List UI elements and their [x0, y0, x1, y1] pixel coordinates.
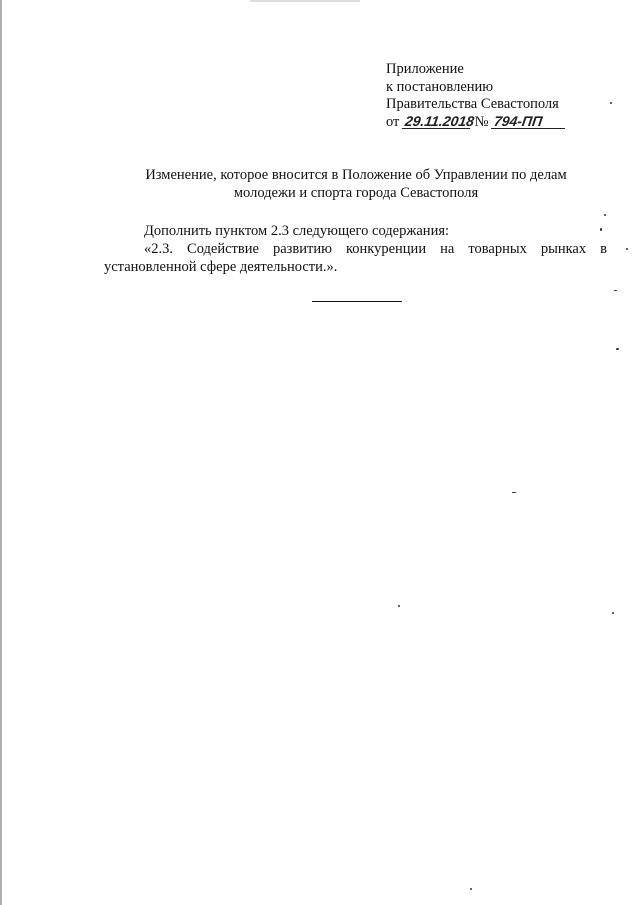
- handwritten-date: 29.11.2018: [403, 112, 476, 129]
- scan-left-edge: [0, 0, 2, 905]
- number-sign: №: [474, 113, 489, 130]
- scan-speck: [616, 348, 619, 350]
- document-title: [100, 166, 612, 202]
- title-line-2: молодежи и спорта города Севастополя: [233, 185, 479, 201]
- scan-speck: [614, 290, 617, 291]
- scan-speck: [612, 612, 614, 614]
- closing-rule: [312, 301, 402, 302]
- scan-speck: [398, 605, 400, 607]
- annex-header: [386, 61, 566, 131]
- annex-government: Правительства Севастополя: [386, 96, 559, 112]
- annex-to-resolution: к постановлению: [386, 78, 494, 95]
- scan-speck: [600, 228, 602, 231]
- annex-date-number-line: [386, 114, 566, 132]
- scan-speck: [610, 102, 612, 104]
- scan-speck: [626, 248, 628, 250]
- document-body: [104, 222, 607, 276]
- title-line-1: Изменение, которое вносится в Положение об Управлении по делам: [145, 167, 567, 183]
- annex-title: Приложение: [386, 61, 464, 77]
- handwritten-number: 794-ПП: [491, 114, 567, 129]
- scan-top-smudge: [250, 0, 360, 2]
- body-paragraph-2: «2.3. Содействие развитию конкуренции на товарных рынках в установленной сфере деятельности.».: [104, 241, 607, 275]
- scan-speck: [512, 492, 516, 493]
- body-paragraph-1: Дополнить пунктом 2.3 следующего содержания:: [144, 223, 450, 239]
- date-prefix: от: [386, 113, 400, 130]
- scan-speck: [470, 888, 472, 890]
- scan-speck: [604, 214, 606, 216]
